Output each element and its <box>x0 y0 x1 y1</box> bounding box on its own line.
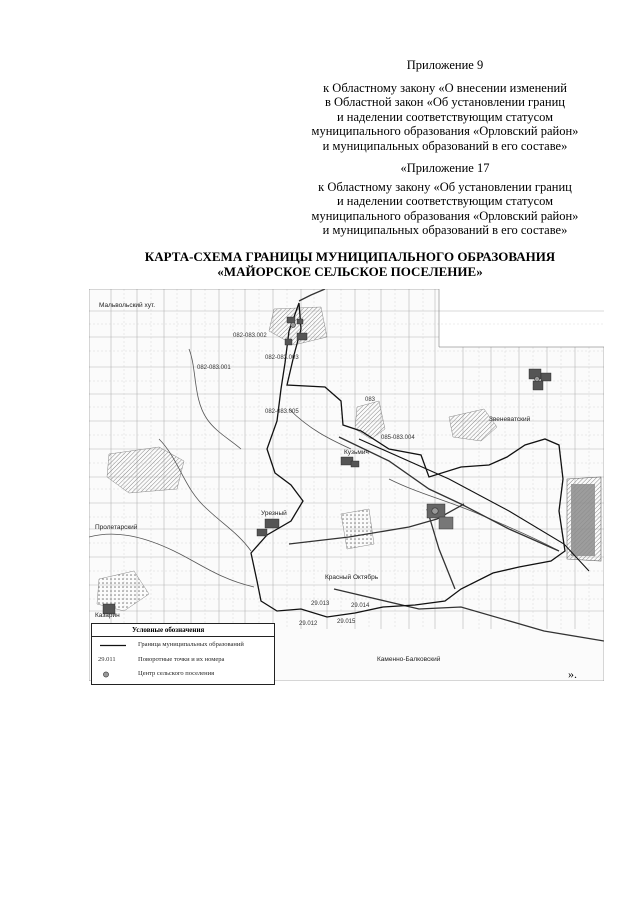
legend-divider <box>92 636 274 637</box>
place-label: Мальвольский хут. <box>99 302 156 309</box>
closing-quote: ». <box>568 667 577 681</box>
appendix-17-header <box>290 161 600 238</box>
appendix-9-line-5: и муниципальных образований в его составе» <box>322 138 568 153</box>
point-label: 29.014 <box>351 603 370 609</box>
legend-item-label: Центр сельского поселения <box>138 670 215 677</box>
appendix-17-line-2: и наделении соответствующим статусом <box>336 194 554 208</box>
appendix-17-line-3: муниципального образования «Орловский район» <box>311 208 579 223</box>
appendix-9-header <box>290 58 600 153</box>
map-title-line-1: КАРТА-СХЕМА ГРАНИЦЫ МУНИЦИПАЛЬНОГО ОБРАЗОВАНИЯ <box>144 249 556 264</box>
point-label: 082-083.002 <box>233 333 267 339</box>
legend-item-boundary <box>92 641 274 650</box>
appendix-17-heading: «Приложение 17 <box>400 161 490 175</box>
settlement-center-icon <box>98 670 128 679</box>
dark-shaded-area <box>571 484 595 556</box>
point-label: 083 <box>365 397 376 403</box>
point-label: 29.012 <box>299 621 318 627</box>
point-label: 29.015 <box>337 619 356 625</box>
map-title-line-2: «МАЙОРСКОЕ СЕЛЬСКОЕ ПОСЕЛЕНИЕ» <box>217 264 483 279</box>
turn-point-sample: 29.011 <box>98 656 116 663</box>
map-legend <box>91 623 275 685</box>
place-label: Каменно-Балковский <box>377 656 441 663</box>
point-label: 085-083.004 <box>381 435 415 441</box>
appendix-9-line-3: и наделении соответствующим статусом <box>336 109 554 124</box>
legend-item-settlement-center <box>92 670 274 679</box>
appendix-9-line-2: в Областной закон «Об установлении границ <box>324 95 565 109</box>
place-label: Пролетарский <box>95 524 138 531</box>
legend-item-turn-points <box>92 656 274 665</box>
place-label: Урезный <box>261 510 287 517</box>
place-label: Звеневатский <box>489 416 531 423</box>
place-label: Казарин <box>95 612 120 619</box>
appendix-17-line-4: и муниципальных образований в его составе» <box>322 223 568 237</box>
legend-item-label: Поворотные точки и их номера <box>138 656 225 663</box>
legend-title: Условные обозначения <box>132 626 205 634</box>
place-label: Красный Октябрь <box>325 574 379 581</box>
legend-item-label: Граница муниципальных образований <box>138 641 244 648</box>
boundary-line-icon <box>98 641 128 650</box>
map-title <box>60 249 640 279</box>
appendix-9-line-4: муниципального образования «Орловский район» <box>311 124 579 138</box>
appendix-9-line-1: к Областному закону «О внесении изменений <box>323 80 567 95</box>
appendix-9-heading: Приложение 9 <box>406 58 484 72</box>
hatched-area <box>341 509 374 549</box>
point-label: 082-083.005 <box>265 409 299 415</box>
point-label: 29.013 <box>311 601 330 607</box>
point-label: 082-083.001 <box>197 365 231 371</box>
point-label: 082-083.003 <box>265 355 299 361</box>
map-blank-zone <box>439 289 604 347</box>
place-label: Кузьмич <box>344 449 369 456</box>
appendix-17-line-1: к Областному закону «Об установлении границ <box>318 179 572 194</box>
